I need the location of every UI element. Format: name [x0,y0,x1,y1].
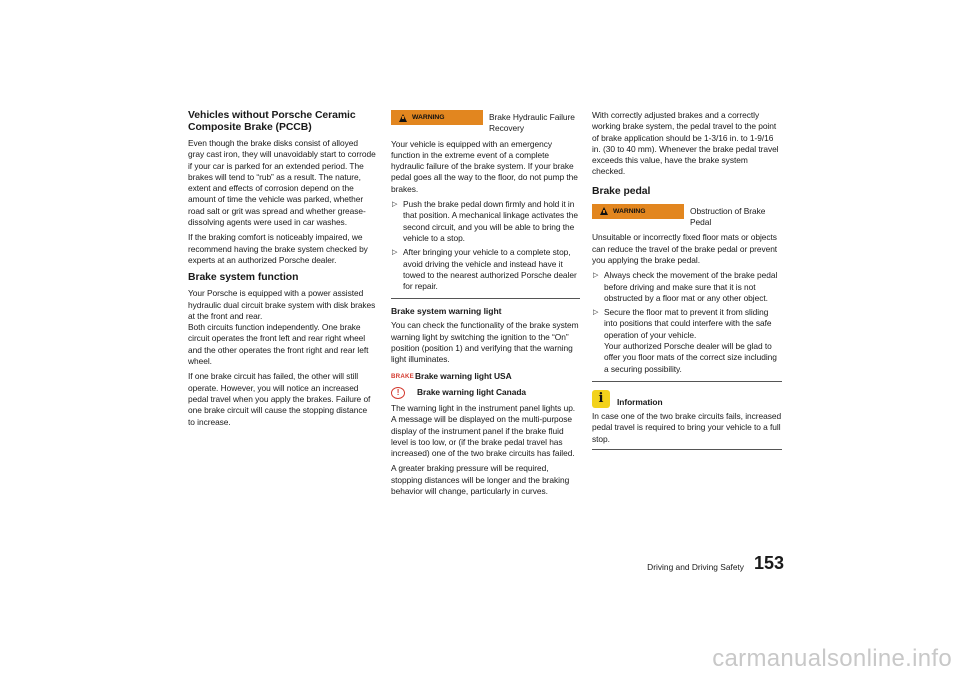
section-title: Driving and Driving Safety [647,562,744,572]
warning-triangle-icon [399,114,407,122]
divider [592,381,782,382]
warning-badge: WARNING [592,204,684,219]
heading-brake-pedal: Brake pedal [592,185,651,197]
light-usa-row [391,371,580,382]
divider [592,449,782,450]
heading-warning-light: Brake system warning light [391,306,502,317]
heading-brake-system-function: Brake system function [188,272,299,284]
column-right [592,110,782,457]
paragraph: The warning light in the instrument panel lights up. A message will be displayed on the multi-purpose display of the instrument panel if the brake fluid level is too low, or (if the brake pedal travel has increased) one of the two brake circuits has failed. [391,402,576,459]
bullet-icon: ▷ [392,249,398,257]
information-text: In case one of the two brake circuits fails, increased pedal travel is required to bring your vehicle to a full stop. [592,410,782,444]
warning-text: Your vehicle is equipped with an emergency function in the extreme event of a complete hydraulic failure of the brake system. If your brake pedal goes all the way to the floor, do not pump the brakes. [391,138,578,194]
watermark: carmanualsonline.info [712,645,952,672]
paragraph: Both circuits function independently. One brake circuit operates the front left and rear right wheel and the other operates the front right and rear left wheel. [188,322,369,367]
paragraph: Even though the brake disks consist of alloyed gray cast iron, they will unavoidably start to corrode if your car is parked for an extended period. The brakes will tend to “rub” as a result. The nature, extent and effects of corrosion depend on the amount of time the vehicle was parked, whether road salt or grit was spread and whether grease-dissolving agents were used in car washes. [188,138,376,228]
list-item: ▷ Secure the floor mat to prevent it from sliding into positions that could interfere with the safe operation of your vehicle. Your authorized Porsche dealer will be glad to offer you floor mats of the correct size including a securing possibility. [593,307,777,374]
bullet-list [391,199,580,292]
paragraph: If one brake circuit has failed, the other will still operate. However, you will notice an increased pedal travel when you apply the brakes. Failure of one brake circuit will cause the stopping distance to increase. [188,371,371,427]
light-canada-label: Brake warning light Canada [417,387,526,398]
list-item: ▷ Always check the movement of the brake pedal before driving and make sure that it is not obstructed by a floor mat or any other object. [593,270,778,303]
bullet-icon: ▷ [593,272,599,280]
paragraph: You can check the functionality of the brake system warning light by switching the ignition to the “On” position (position 1) and verifying that the warning light illuminates. [391,320,579,365]
brake-text-icon: BRAKE [391,372,415,380]
warning-text: Unsuitable or incorrectly fixed floor mats or objects can reduce the travel of the brake pedal or prevent you applying the brake pedal. [592,232,778,265]
bullet-icon: ▷ [392,201,398,209]
warning-triangle-icon [600,207,608,215]
paragraph: With correctly adjusted brakes and a correctly working brake system, the pedal travel to the point of brake application should be 1-3/16 in. to 1-9/16 in. (30 to 40 mm). Whenever the brake pedal travel exceeds this value, have the brake system checked. [592,110,779,177]
page-footer [588,553,784,575]
warning-box [592,204,782,229]
information-header [592,390,782,408]
page-number: 153 [753,553,784,573]
bullet-list [592,270,782,375]
paragraph: Your Porsche is equipped with a power assisted hydraulic dual circuit brake system with disk brakes at the front and rear. [188,288,376,321]
light-canada-row [391,387,580,399]
list-item: ▷ After bringing your vehicle to a complete stop, avoid driving the vehicle and instead have it towed to the nearest authorized Porsche dealer for repair. [392,247,577,292]
list-item: ▷ Push the brake pedal down firmly and hold it in that position. A mechanical linkage activates the second circuit, and you will be able to bring the vehicle to a stop. [392,199,578,243]
column-middle [391,110,580,501]
information-label: Information [617,396,663,407]
paragraph: A greater braking pressure will be required, stopping distances will be longer and the braking behavior will change, particularly in curves. [391,463,570,497]
bullet-icon: ▷ [593,309,599,317]
heading-pccb: Vehicles without Porsche Ceramic Composite Brake (PCCB) [188,110,356,133]
warning-title: Brake Hydraulic Failure Recovery [489,112,575,134]
warning-title: Obstruction of Brake Pedal [690,205,766,228]
warning-badge: WARNING [391,110,483,125]
divider [391,298,580,299]
info-icon: i [592,390,610,408]
column-left [188,110,376,432]
light-usa-label: Brake warning light USA [415,370,512,381]
brake-circle-icon [391,387,405,399]
paragraph: If the braking comfort is noticeably impaired, we recommend having the brake system checked by experts at an authorized Porsche dealer. [188,232,368,265]
warning-box [391,110,580,135]
